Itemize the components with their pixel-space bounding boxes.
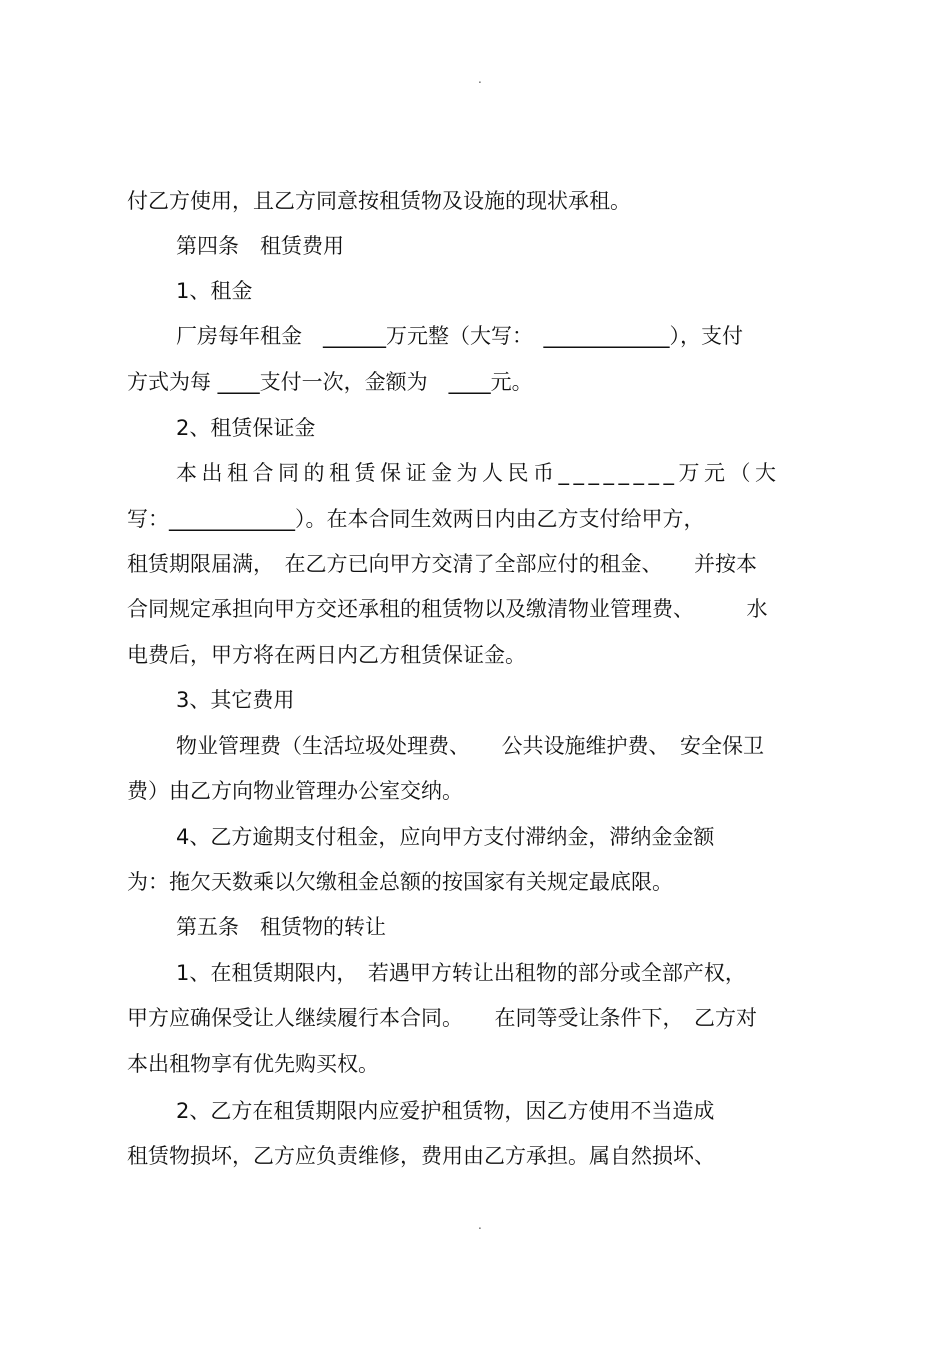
text-line: 写：____________）。在本合同生效两日内由乙方支付给甲方，	[127, 507, 705, 531]
text-line: 2、乙方在租赁期限内应爱护租赁物，因乙方使用不当造成	[176, 1099, 715, 1123]
text-line: 合同规定承担向甲方交还承租的租赁物以及缴清物业管理费、 水	[127, 597, 768, 621]
text-line: 为：拖欠天数乘以欠缴租金总额的按国家有关规定最底限。	[127, 870, 673, 894]
text-line: 本出租物享有优先购买权。	[127, 1052, 379, 1076]
text-line: 4、乙方逾期支付租金，应向甲方支付滞纳金，滞纳金金额	[176, 825, 715, 849]
text-line: 租赁期限届满， 在乙方已向甲方交清了全部应付的租金、 并按本	[127, 552, 757, 576]
text-line: 电费后，甲方将在两日内乙方租赁保证金。	[127, 643, 526, 667]
section-heading: 第四条 租赁费用	[176, 234, 344, 258]
text-line: 1、在租赁期限内， 若遇甲方转让出租物的部分或全部产权，	[176, 961, 746, 985]
subsection-heading: 3、其它费用	[176, 688, 295, 712]
text-line: 甲方应确保受让人继续履行本合同。 在同等受让条件下， 乙方对	[127, 1006, 757, 1030]
section-heading: 第五条 租赁物的转让	[176, 915, 386, 939]
text-line: 物业管理费（生活垃圾处理费、 公共设施维护费、 安全保卫	[176, 734, 764, 758]
text-line: 付乙方使用，且乙方同意按租赁物及设施的现状承租。	[127, 189, 631, 213]
text-line: 厂房每年租金 ______万元整（大写： ____________），支付	[176, 324, 743, 348]
subsection-heading: 1、租金	[176, 279, 253, 303]
footer-dot: .	[478, 1218, 482, 1232]
text-line: 本出租合同的租赁保证金为人民币________万元（大	[176, 461, 781, 485]
subsection-heading: 2、租赁保证金	[176, 416, 316, 440]
text-line: 费）由乙方向物业管理办公室交纳。	[127, 779, 463, 803]
text-line: 租赁物损坏，乙方应负责维修，费用由乙方承担。属自然损坏、	[127, 1144, 715, 1168]
header-dot: .	[478, 72, 482, 86]
text-line: 方式为每 ____支付一次，金额为 ____元。	[127, 370, 533, 394]
